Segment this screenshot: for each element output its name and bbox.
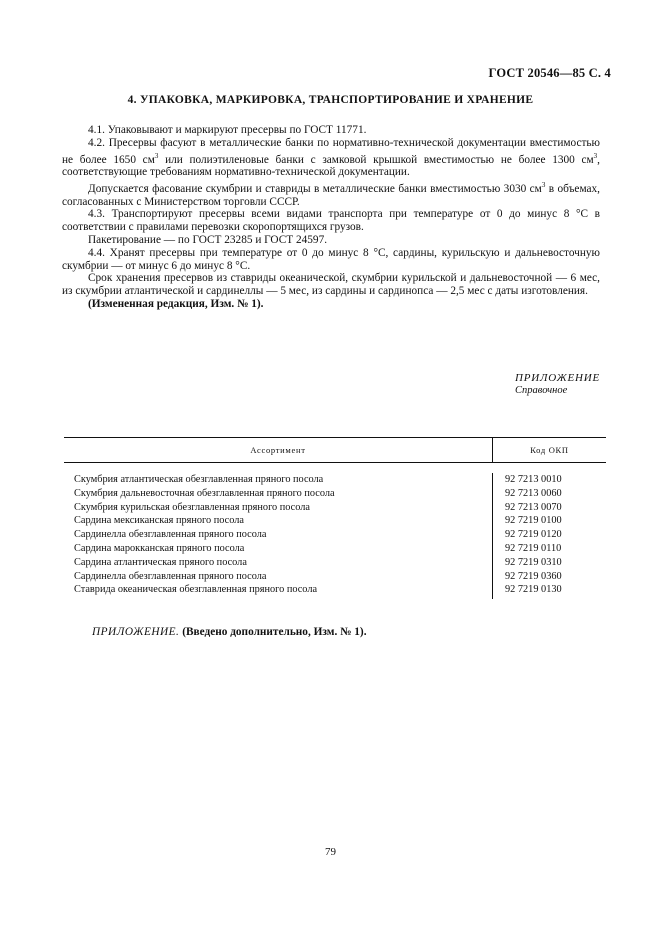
- paragraph-4-2: 4.2. Пресервы фасуют в металлические банки по нормативно-технической документации вместимостью не более 1650 $см^3$ или полиэтиленовые банки с замковой крышкой вместимостью не более 1300 $см^3$, соответствующие требованиям нормативно-технической документации.: [62, 136, 600, 179]
- paragraph-4-3: 4.3. Транспортируют пресервы всеми видами транспорта при температуре от 0 до минус 8 °С в соответствии с правилами перевозки скоропортящихся грузов.: [62, 208, 600, 234]
- paragraph-4-4: 4.4. Хранят пресервы при температуре от 0 до минус 8 °С, сардины, курильскую и дальневосточную скумбрии — от минус 6 до минус 8 °С.: [62, 246, 600, 272]
- table-row-code: 92 7213 0010: [505, 474, 562, 485]
- appendix-title: ПРИЛОЖЕНИЕ: [515, 372, 600, 384]
- amendment-note: (Измененная редакция, Изм. № 1).: [88, 297, 264, 310]
- table-row-name: Скумбрия атлантическая обезглавленная пряного посола: [74, 474, 324, 485]
- table-row-code: 92 7219 0360: [505, 570, 562, 582]
- table-row-name: Сардина мексиканская пряного посола: [74, 515, 244, 527]
- table-row-code: 92 7219 0310: [505, 556, 562, 568]
- table-body: [64, 463, 606, 599]
- table-row-name: Сардина марокканская пряного посола: [74, 542, 245, 554]
- table-row-name: Сардина атлантическая пряного посола: [74, 556, 247, 568]
- table-row-code: 92 7219 0130: [505, 584, 562, 596]
- appendix-note: [92, 626, 367, 638]
- section-body: [62, 124, 600, 311]
- table-row-name: Сардинелла обезглавленная пряного посола: [74, 529, 267, 541]
- table-row-code: 92 7219 0100: [505, 515, 562, 527]
- page-number: 79: [325, 846, 336, 858]
- table-header: [64, 438, 606, 463]
- table-row-name: Скумбрия дальневосточная обезглавленная пряного посола: [74, 487, 335, 499]
- section-title: 4. УПАКОВКА, МАРКИРОВКА, ТРАНСПОРТИРОВАНИЕ И ХРАНЕНИЕ: [127, 94, 534, 106]
- appendix-label: [515, 372, 600, 397]
- table-row-name: Ставрида океаническая обезглавленная пряного посола: [74, 584, 318, 596]
- table-row-name: Скумбрия курильская обезглавленная пряного посола: [74, 501, 310, 513]
- table-row-code: 92 7219 0120: [505, 529, 562, 541]
- appendix-subtitle: Справочное: [515, 384, 568, 396]
- header-okp-code: Код ОКП: [530, 445, 569, 455]
- paragraph-4-1: 4.1. Упаковывают и маркируют пресервы по ГОСТ 11771.: [88, 124, 367, 136]
- appendix-note-label: ПРИЛОЖЕНИЕ.: [92, 626, 180, 638]
- table-row-code: 92 7219 0110: [505, 542, 562, 554]
- table-row-name: Сардинелла обезглавленная пряного посола: [74, 570, 267, 582]
- table-row-code: 92 7213 0070: [505, 501, 562, 513]
- assortment-table: [64, 437, 606, 599]
- table-row-code: 92 7213 0060: [505, 487, 562, 499]
- okp-code-column: [493, 473, 606, 599]
- paragraph-palletizing: Пакетирование — по ГОСТ 23285 и ГОСТ 24597.: [88, 233, 328, 246]
- assortment-column: [64, 473, 493, 599]
- document-reference: ГОСТ 20546—85 С. 4: [488, 66, 611, 80]
- header-assortment: Ассортимент: [64, 438, 493, 462]
- paragraph-packaging-allowance: Допускается фасование скумбрии и ставриды в металлические банки вместимостью 3030 $см^3$ в объемах, согласованных с Министерством торговли СССР.: [62, 180, 601, 208]
- paragraph-shelf-life: Срок хранения пресервов из ставриды океанической, скумбрии курильской и дальневосточной — 6 мес, из скумбрии атлантической и сардинеллы — 5 мес, из сардины и сардинопса — 2,5 мес с даты изготовления.: [62, 272, 600, 298]
- appendix-note-text: (Введено дополнительно, Изм. № 1).: [182, 626, 367, 638]
